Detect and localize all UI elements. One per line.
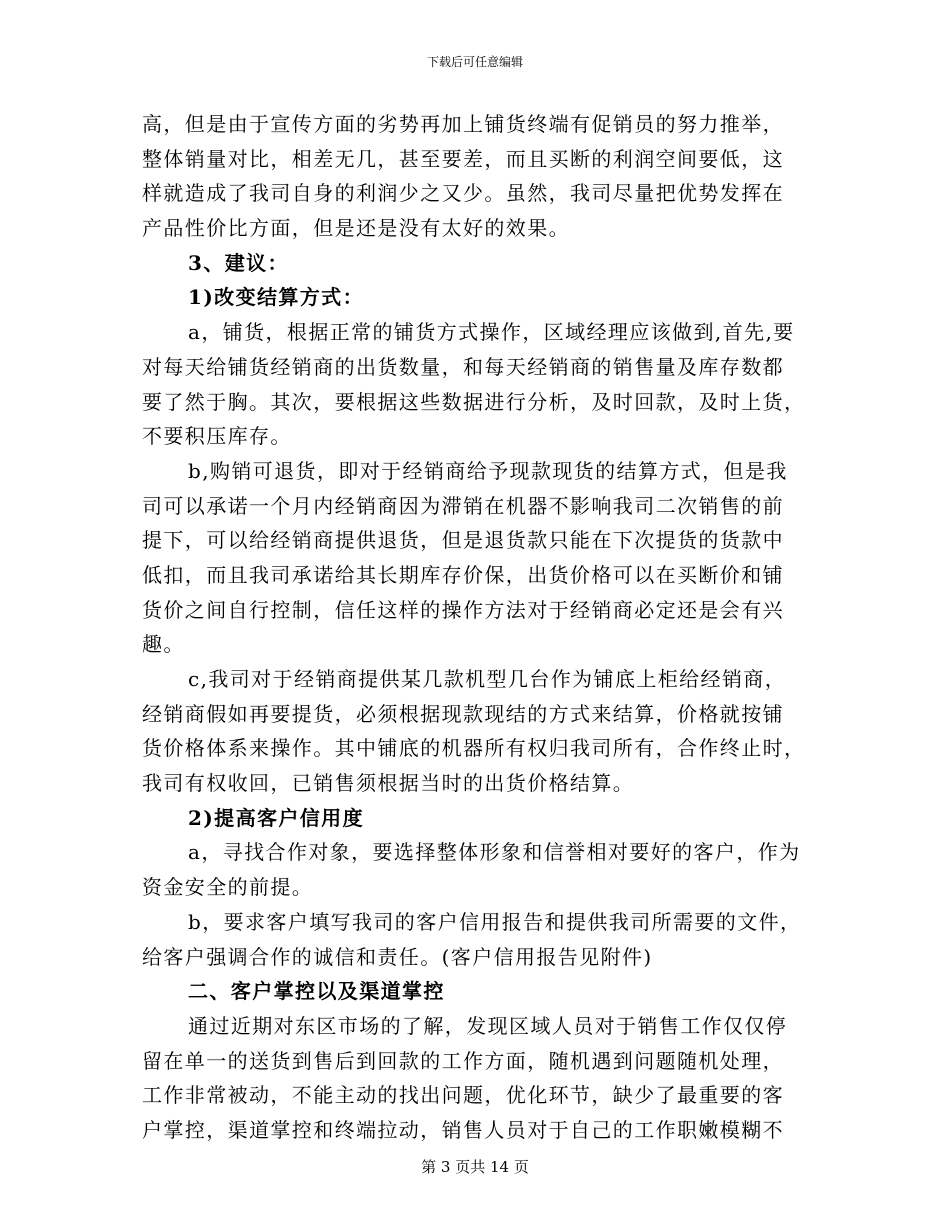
paragraph-line: 工作非常被动，不能主动的找出问题，优化环节，缺少了最重要的客 — [142, 1083, 784, 1108]
paragraph-line: 经销商假如再要提货，必须根据现款现结的方式来结算，价格就按铺 — [142, 701, 784, 726]
paragraph-line: c,我司对于经销商提供某几款机型几台作为铺底上柜给经销商， — [188, 667, 787, 691]
paragraph-line: 整体销量对比，相差无几，甚至要差，而且买断的利润空间要低，这 — [142, 146, 784, 171]
paragraph-line: 给客户强调合作的诚信和责任。(客户信用报告见附件) — [142, 944, 653, 969]
section-heading: 2)提高客户信用度 — [188, 805, 364, 830]
page-footer: 第 3 页共 14 页 — [421, 1158, 529, 1176]
paragraph-line: 高，但是由于宣传方面的劣势再加上铺货终端有促销员的努力推举， — [142, 112, 784, 136]
paragraph-line: 货价格体系来操作。其中铺底的机器所有权归我司所有，合作终止时， — [142, 736, 806, 761]
paragraph-line: 趣。 — [142, 632, 185, 657]
paragraph-line: 样就造成了我司自身的利润少之又少。虽然，我司尽量把优势发挥在 — [142, 181, 784, 206]
paragraph-line: 我司有权收回，已销售须根据当时的出货价格结算。 — [142, 771, 635, 796]
paragraph-line: 资金安全的前提。 — [142, 875, 314, 900]
paragraph-line: 通过近期对东区市场的了解，发现区域人员对于销售工作仅仅停 — [188, 1013, 788, 1038]
paragraph-line: 要了然于胸。其次，要根据这些数据进行分析，及时回款，及时上货， — [142, 389, 806, 414]
paragraph-line: b，要求客户填写我司的客户信用报告和提供我司所需要的文件， — [188, 909, 802, 934]
section-heading: 1)改变结算方式： — [188, 285, 364, 310]
paragraph-line: 产品性价比方面，但是还是没有太好的效果。 — [142, 216, 570, 241]
document-body — [142, 107, 808, 1148]
paragraph-line: 司可以承诺一个月内经销商因为滞销在机器不影响我司二次销售的前 — [142, 493, 784, 518]
page-header: 下载后可任意编辑 — [426, 55, 523, 69]
paragraph-line: 货价之间自行控制，信任这样的操作方法对于经销商必定还是会有兴 — [142, 597, 784, 622]
section-heading: 二、客户掌控以及渠道掌控 — [188, 979, 445, 1004]
paragraph-line: a，寻找合作对象，要选择整体形象和信誉相对要好的客户，作为 — [188, 840, 801, 865]
paragraph-line: a，铺货，根据正常的铺货方式操作，区域经理应该做到,首先,要 — [188, 320, 795, 345]
paragraph-line: 不要积压库存。 — [142, 424, 292, 449]
paragraph-line: 对每天给铺货经销商的出货数量，和每天经销商的销售量及库存数都 — [142, 354, 784, 379]
section-heading: 3、建议： — [188, 250, 289, 275]
paragraph-line: b,购销可退货，即对于经销商给予现款现货的结算方式，但是我 — [188, 458, 788, 483]
paragraph-line: 低扣，而且我司承诺给其长期库存价保，出货价格可以在买断价和铺 — [142, 562, 784, 587]
paragraph-line: 户掌控，渠道掌控和终端拉动，销售人员对于自己的工作职嫩模糊不 — [142, 1117, 784, 1142]
paragraph-line: 留在单一的送货到售后到回款的工作方面，随机遇到问题随机处理， — [142, 1048, 784, 1073]
paragraph-line: 提下，可以给经销商提供退货，但是退货款只能在下次提货的货款中 — [142, 528, 784, 553]
